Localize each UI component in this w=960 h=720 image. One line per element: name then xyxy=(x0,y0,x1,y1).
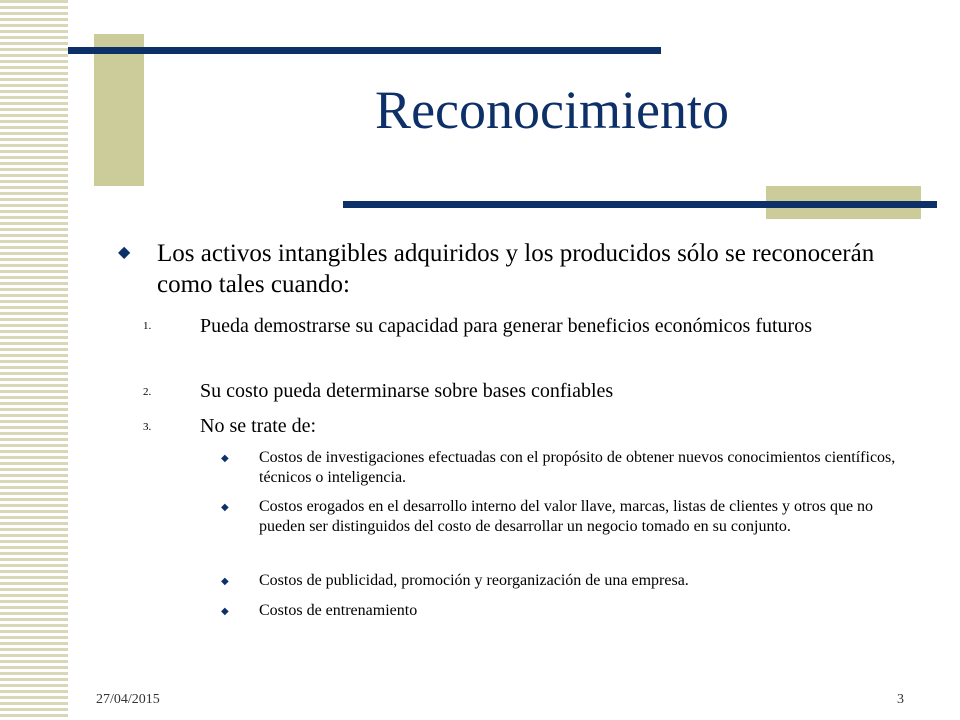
item-number: 1. xyxy=(143,320,152,332)
left-stripe-decoration xyxy=(0,0,68,720)
list-item-3: No se trate de: xyxy=(200,415,317,437)
sub-item-4: Costos de entrenamiento xyxy=(259,602,418,619)
list-item-1: Pueda demostrarse su capacidad para generar beneficios económicos futuros xyxy=(200,315,812,337)
sub-item-2: Costos erogados en el desarrollo interno del valor llave, marcas, listas de clientes y otros que no pueden ser distinguidos del costo de desarrollar un negocio tomado en su conjunto. xyxy=(259,498,874,535)
olive-block-decoration xyxy=(94,34,144,186)
bottom-rule-decoration xyxy=(343,201,937,208)
main-bullet-text: Los activos intangibles adquiridos y los producidos sólo se reconocerán como tales cuando: xyxy=(157,240,875,298)
diamond-bullet-icon: ◆ xyxy=(221,576,229,587)
top-rule-decoration xyxy=(68,47,661,54)
diamond-bullet-icon: ◆ xyxy=(221,453,229,464)
diamond-bullet-icon: ◆ xyxy=(221,606,229,617)
diamond-bullet-icon: ◆ xyxy=(118,244,131,261)
sub-item-3: Costos de publicidad, promoción y reorganización de una empresa. xyxy=(259,572,689,589)
sub-item-1: Costos de investigaciones efectuadas con el propósito de obtener nuevos conocimientos científicos, técnicos o inteligencia. xyxy=(259,449,896,486)
item-number: 2. xyxy=(143,386,152,398)
footer-date: 27/04/2015 xyxy=(96,692,160,707)
slide-title: Reconocimiento xyxy=(375,80,729,140)
page-number: 3 xyxy=(897,692,904,707)
diamond-bullet-icon: ◆ xyxy=(221,502,229,513)
item-number: 3. xyxy=(143,421,152,433)
list-item-2: Su costo pueda determinarse sobre bases confiables xyxy=(200,380,614,402)
